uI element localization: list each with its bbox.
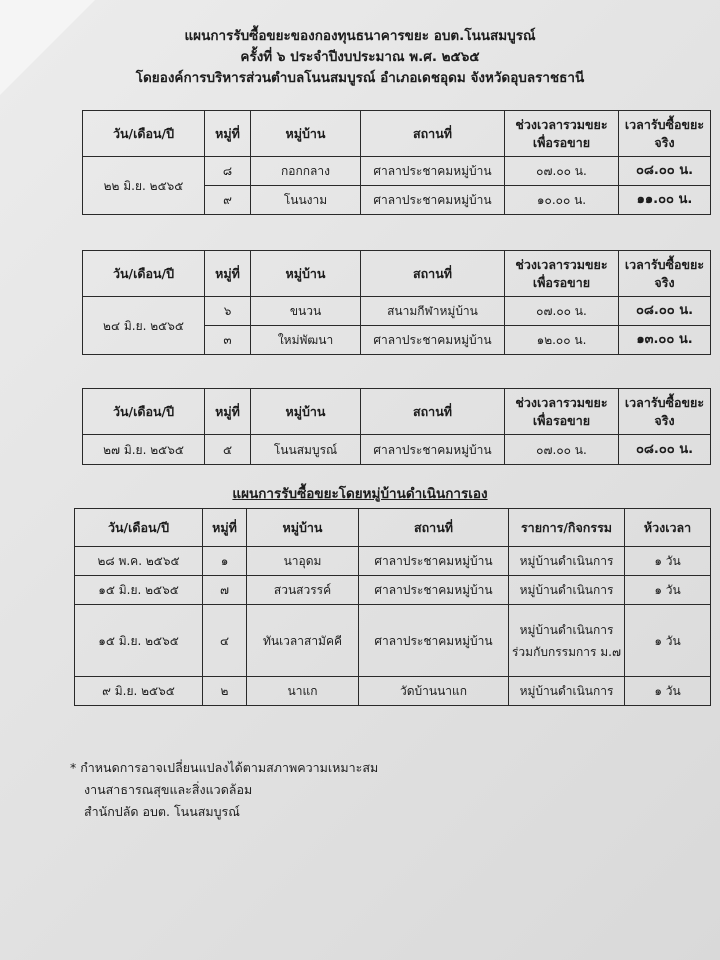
place-cell: ศาลาประชาคมหมู่บ้าน — [361, 326, 505, 355]
date-cell: ๑๕ มิ.ย. ๒๕๖๕ — [75, 605, 203, 677]
moo-cell: ๖ — [205, 297, 251, 326]
moo-cell: ๒ — [203, 677, 247, 706]
table-row — [83, 157, 711, 186]
collect-time-cell: ๐๗.๐๐ น. — [505, 157, 619, 186]
table-row — [75, 547, 711, 576]
header-purchase-time: เวลารับซื้อขยะจริง — [619, 251, 711, 297]
header-purchase-time: เวลารับซื้อขยะจริง — [619, 111, 711, 157]
purchase-time-cell: ๑๑.๐๐ น. — [619, 186, 711, 215]
header-collect-time: ช่วงเวลารวมขยะเพื่อรอขาย — [505, 111, 619, 157]
header-date: วัน/เดือน/ปี — [83, 251, 205, 297]
village-cell: ทันเวลาสามัคคี — [247, 605, 359, 677]
footer-office: สำนักปลัด อบต. โนนสมบูรณ์ — [84, 804, 240, 819]
place-cell: วัดบ้านนาแก — [359, 677, 509, 706]
village-plan-title: แผนการรับซื้อขยะโดยหมู่บ้านดำเนินการเอง — [232, 486, 488, 502]
purchase-time-cell: ๐๘.๐๐ น. — [619, 297, 711, 326]
header-moo: หมู่ที่ — [205, 251, 251, 297]
footer-department: งานสาธารณสุขและสิ่งแวดล้อม — [84, 782, 253, 797]
header-round: ครั้งที่ ๖ ประจำปีงบประมาณ พ.ศ. ๒๕๖๕ — [240, 49, 480, 65]
village-cell: กอกกลาง — [251, 157, 361, 186]
purchase-time-cell: ๐๘.๐๐ น. — [619, 157, 711, 186]
duration-cell: ๑ วัน — [625, 605, 711, 677]
header-village: หมู่บ้าน — [251, 251, 361, 297]
date-cell: ๒๒ มิ.ย. ๒๕๖๕ — [83, 157, 205, 215]
village-cell: สวนสวรรค์ — [247, 576, 359, 605]
duration-cell: ๑ วัน — [625, 677, 711, 706]
date-cell: ๑๕ มิ.ย. ๒๕๖๕ — [75, 576, 203, 605]
activity-cell: หมู่บ้านดำเนินการ — [509, 576, 625, 605]
village-cell: นาอุดม — [247, 547, 359, 576]
activity-cell: หมู่บ้านดำเนินการ — [509, 677, 625, 706]
header-place: สถานที่ — [359, 509, 509, 547]
moo-cell: ๓ — [205, 326, 251, 355]
header-date: วัน/เดือน/ปี — [83, 389, 205, 435]
purchase-time-cell: ๑๓.๐๐ น. — [619, 326, 711, 355]
moo-cell: ๔ — [203, 605, 247, 677]
header-date: วัน/เดือน/ปี — [83, 111, 205, 157]
place-cell: สนามกีฬาหมู่บ้าน — [361, 297, 505, 326]
activity-cell: หมู่บ้านดำเนินการ — [509, 547, 625, 576]
header-purchase-time: เวลารับซื้อขยะจริง — [619, 389, 711, 435]
place-cell: ศาลาประชาคมหมู่บ้าน — [359, 605, 509, 677]
footer-note: * กำหนดการอาจเปลี่ยนแปลงได้ตามสภาพความเหมาะสม — [70, 760, 379, 775]
village-cell: นาแก — [247, 677, 359, 706]
header-village: หมู่บ้าน — [247, 509, 359, 547]
header-date: วัน/เดือน/ปี — [75, 509, 203, 547]
village-cell: ใหม่พัฒนา — [251, 326, 361, 355]
duration-cell: ๑ วัน — [625, 576, 711, 605]
moo-cell: ๘ — [205, 157, 251, 186]
document-header — [0, 26, 720, 89]
header-place: สถานที่ — [361, 111, 505, 157]
header-village: หมู่บ้าน — [251, 111, 361, 157]
table-row — [75, 605, 711, 677]
moo-cell: ๑ — [203, 547, 247, 576]
header-title: แผนการรับซื้อขยะของกองทุนธนาคารขยะ อบต.โนนสมบูรณ์ — [184, 28, 536, 44]
moo-cell: ๙ — [205, 186, 251, 215]
place-cell: ศาลาประชาคมหมู่บ้าน — [359, 576, 509, 605]
document-footer — [70, 757, 378, 823]
table-row — [75, 677, 711, 706]
moo-cell: ๕ — [205, 435, 251, 465]
purchase-table-1 — [82, 110, 711, 215]
header-moo: หมู่ที่ — [205, 389, 251, 435]
collect-time-cell: ๑๒.๐๐ น. — [505, 326, 619, 355]
purchase-table-2 — [82, 250, 711, 355]
date-cell: ๙ มิ.ย. ๒๕๖๕ — [75, 677, 203, 706]
village-cell: โนนสมบูรณ์ — [251, 435, 361, 465]
date-cell: ๒๘ พ.ค. ๒๕๖๕ — [75, 547, 203, 576]
header-collect-time: ช่วงเวลารวมขยะเพื่อรอขาย — [505, 251, 619, 297]
header-duration: ห้วงเวลา — [625, 509, 711, 547]
moo-cell: ๗ — [203, 576, 247, 605]
purchase-time-cell: ๐๘.๐๐ น. — [619, 435, 711, 465]
table-row — [83, 435, 711, 465]
activity-cell: หมู่บ้านดำเนินการร่วมกับกรรมการ ม.๗ — [509, 605, 625, 677]
place-cell: ศาลาประชาคมหมู่บ้าน — [361, 186, 505, 215]
date-cell: ๒๗ มิ.ย. ๒๕๖๕ — [83, 435, 205, 465]
header-moo: หมู่ที่ — [205, 111, 251, 157]
header-organization: โดยองค์การบริหารส่วนตำบลโนนสมบูรณ์ อำเภอเดชอุดม จังหวัดอุบลราชธานี — [135, 70, 585, 86]
header-village: หมู่บ้าน — [251, 389, 361, 435]
header-activity: รายการ/กิจกรรม — [509, 509, 625, 547]
place-cell: ศาลาประชาคมหมู่บ้าน — [361, 157, 505, 186]
duration-cell: ๑ วัน — [625, 547, 711, 576]
header-moo: หมู่ที่ — [203, 509, 247, 547]
purchase-table-3 — [82, 388, 711, 465]
village-plan-table — [74, 508, 711, 706]
table-row — [75, 576, 711, 605]
header-collect-time: ช่วงเวลารวมขยะเพื่อรอขาย — [505, 389, 619, 435]
village-cell: โนนงาม — [251, 186, 361, 215]
table-row — [83, 297, 711, 326]
collect-time-cell: ๑๐.๐๐ น. — [505, 186, 619, 215]
village-cell: ขนวน — [251, 297, 361, 326]
header-place: สถานที่ — [361, 251, 505, 297]
place-cell: ศาลาประชาคมหมู่บ้าน — [359, 547, 509, 576]
collect-time-cell: ๐๗.๐๐ น. — [505, 297, 619, 326]
header-place: สถานที่ — [361, 389, 505, 435]
collect-time-cell: ๐๗.๐๐ น. — [505, 435, 619, 465]
date-cell: ๒๔ มิ.ย. ๒๕๖๕ — [83, 297, 205, 355]
place-cell: ศาลาประชาคมหมู่บ้าน — [361, 435, 505, 465]
